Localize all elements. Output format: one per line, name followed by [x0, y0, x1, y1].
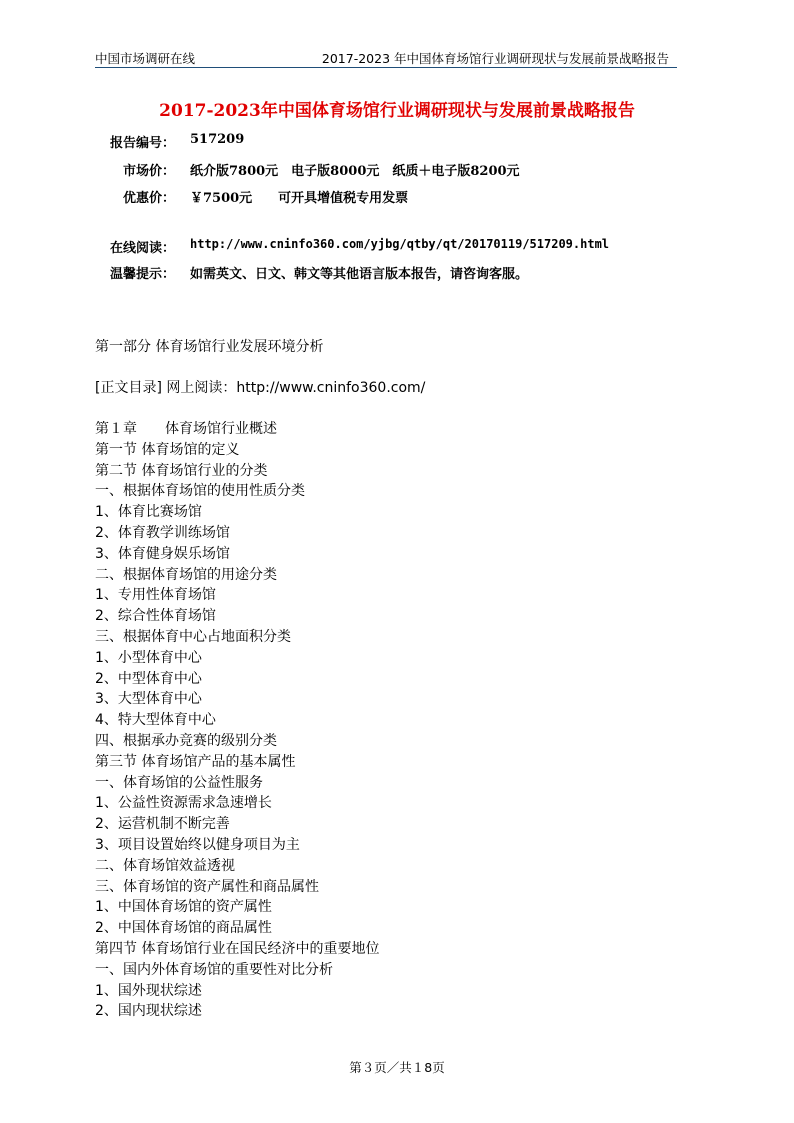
- toc-item: 第二节 体育场馆行业的分类: [95, 462, 268, 479]
- toc-item: 第１章 体育场馆行业概述: [95, 421, 277, 437]
- table-of-contents: [95, 419, 379, 1022]
- toc-item: 2、体育教学训练场馆: [95, 524, 230, 541]
- toc-item: 3、体育健身娱乐场馆: [95, 545, 230, 562]
- toc-item: 4、特大型体育中心: [95, 712, 216, 729]
- price-label: 市场价：: [122, 164, 175, 179]
- header-site-name: 中国市场调研在线: [95, 51, 196, 66]
- toc-item: 三、根据体育中心占地面积分类: [95, 628, 291, 645]
- toc-item: 第四节 体育场馆行业在国民经济中的重要地位: [95, 940, 380, 957]
- header-report-title: 2017-2023 年中国体育场馆行业调研现状与发展前景战略报告: [321, 51, 669, 66]
- price-row: [0, 160, 794, 180]
- price-value: 纸介版7800元 电子版8000元 纸质＋电子版8200元: [190, 164, 520, 179]
- toc-item: 3、项目设置始终以健身项目为主: [95, 836, 300, 853]
- toc-online-link[interactable]: [正文目录] 网上阅读：http://www.cninfo360.com/: [95, 380, 426, 396]
- toc-item: 一、国内外体育场馆的重要性对比分析: [95, 961, 333, 978]
- toc-item: 2、中国体育场馆的商品属性: [95, 920, 272, 937]
- toc-item: 第三节 体育场馆产品的基本属性: [95, 753, 296, 770]
- toc-item: 1、小型体育中心: [95, 649, 202, 666]
- online-read-row: [0, 237, 794, 257]
- toc-item: 1、体育比赛场馆: [95, 504, 202, 521]
- toc-item: 1、专用性体育场馆: [95, 587, 216, 604]
- online-read-label: 在线阅读：: [109, 241, 175, 256]
- toc-item: 2、中型体育中心: [95, 670, 202, 687]
- page-footer: 第３页／共１8页: [349, 1060, 445, 1075]
- toc-item: 2、运营机制不断完善: [95, 816, 230, 833]
- report-number-row: [0, 132, 794, 152]
- toc-item: 3、大型体育中心: [95, 691, 202, 708]
- report-number-value: 517209: [190, 132, 245, 147]
- toc-item: 二、体育场馆效益透视: [95, 857, 235, 874]
- tip-row: [0, 263, 794, 283]
- page-header: [95, 48, 677, 68]
- report-info: [0, 132, 794, 282]
- toc-item: 一、体育场馆的公益性服务: [95, 774, 263, 791]
- toc-item: 一、根据体育场馆的使用性质分类: [95, 483, 305, 500]
- discount-row: [0, 187, 794, 207]
- toc-item: 2、国内现状综述: [95, 1003, 202, 1020]
- toc-item: 第一节 体育场馆的定义: [95, 441, 240, 458]
- toc-item: 1、中国体育场馆的资产属性: [95, 899, 272, 916]
- online-read-link[interactable]: http://www.cninfo360.com/yjbg/qtby/qt/20170119/517209.html: [190, 237, 610, 251]
- report-title: 2017-2023年中国体育场馆行业调研现状与发展前景战略报告: [159, 101, 635, 121]
- report-number-label: 报告编号：: [110, 136, 176, 151]
- toc-item: 1、国外现状综述: [95, 982, 202, 999]
- toc-item: 2、综合性体育场馆: [95, 608, 216, 625]
- tip-label: 温馨提示：: [109, 267, 175, 282]
- section-title: 第一部分 体育场馆行业发展环境分析: [95, 339, 324, 355]
- toc-item: 三、体育场馆的资产属性和商品属性: [95, 878, 319, 895]
- tip-text: 如需英文、日文、韩文等其他语言版本报告，请咨询客服。: [190, 267, 529, 282]
- discount-value: ￥7500元 可开具增值税专用发票: [190, 191, 409, 206]
- discount-label: 优惠价：: [122, 191, 175, 206]
- toc-item: 1、公益性资源需求急速增长: [95, 795, 272, 812]
- toc-item: 二、根据体育场馆的用途分类: [95, 566, 277, 583]
- toc-item: 四、根据承办竞赛的级别分类: [95, 732, 277, 749]
